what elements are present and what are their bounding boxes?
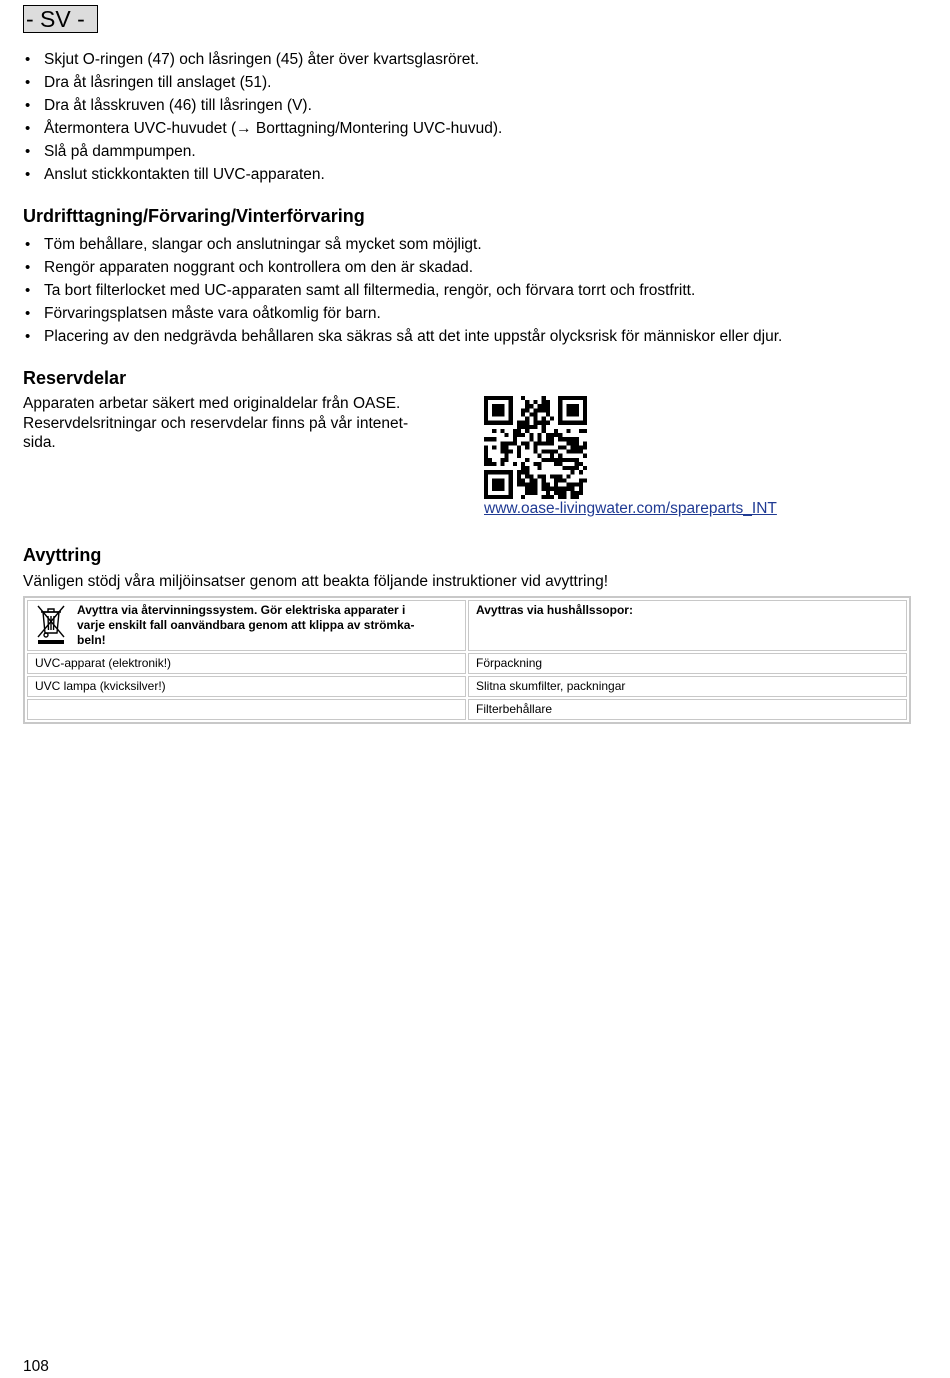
table-cell: Förpackning [468,653,907,674]
spare-parts-text [23,394,408,453]
list-item: • Ta bort filterlocket med UC-apparaten samt all filtermedia, rengör, och förvara torrt och frostfritt. [23,279,782,302]
list-item: • Slå på dammpumpen. [23,140,502,163]
crossed-bin-icon [35,603,67,645]
storage-heading: Urdrifttagning/Förvaring/Vinterförvaring [23,206,365,226]
household-header-cell: Avyttras via hushållssopor: [468,600,907,651]
qr-code-icon[interactable] [484,396,587,499]
recycling-header-cell [27,600,466,651]
spare-parts-line: sida. [23,434,56,451]
list-item: • Placering av den nedgrävda behållaren ska säkras så att det inte uppstår olycksrisk för människor eller djur. [23,325,782,348]
list-item: • Skjut O-ringen (47) och låsringen (45) åter över kvartsglasröret. [23,48,502,71]
table-header-row [27,600,907,651]
list-item: • Dra åt låsringen till anslaget (51). [23,71,502,94]
table-cell [27,699,466,720]
recycling-header-line: varje enskilt fall oanvändbara genom att klippa av strömka- [77,618,415,632]
table-cell: UVC lampa (kvicksilver!) [27,676,466,697]
list-item: • Förvaringsplatsen måste vara oåtkomlig för barn. [23,302,782,325]
disposal-table [23,596,911,724]
list-item: • Dra åt låsskruven (46) till låsringen (V). [23,94,502,117]
table-row [27,653,907,674]
table-cell: UVC-apparat (elektronik!) [27,653,466,674]
recycling-header-line: Avyttra via återvinningssystem. Gör elektriska apparater i [77,603,406,617]
list-item: • Anslut stickkontakten till UVC-apparaten. [23,163,502,186]
table-cell: Filterbehållare [468,699,907,720]
list-item: • Töm behållare, slangar och anslutningar så mycket som möjligt. [23,233,782,256]
language-tab: - SV - [23,5,98,33]
page-number: 108 [23,1358,49,1375]
intro-step-list [23,48,502,186]
spare-parts-link[interactable]: www.oase-livingwater.com/spareparts_INT [484,500,777,517]
spare-parts-line: Reservdelsritningar och reservdelar finns på vår intenet- [23,414,409,432]
list-item: • Rengör apparaten noggrant och kontrollera om den är skadad. [23,256,782,279]
storage-list [23,233,782,348]
table-row [27,699,907,720]
spare-parts-heading: Reservdelar [23,368,127,388]
list-item: • Återmontera UVC-huvudet (→ Borttagning/Montering UVC-huvud). [23,117,502,140]
spare-parts-line: Apparaten arbetar säkert med originaldelar från OASE. [23,395,401,412]
recycling-header-line: beln! [77,633,106,647]
disposal-intro: Vänligen stödj våra miljöinsatser genom att beakta följande instruktioner vid avyttring! [23,573,609,590]
table-cell: Slitna skumfilter, packningar [468,676,907,697]
disposal-heading: Avyttring [23,545,102,565]
table-row [27,676,907,697]
